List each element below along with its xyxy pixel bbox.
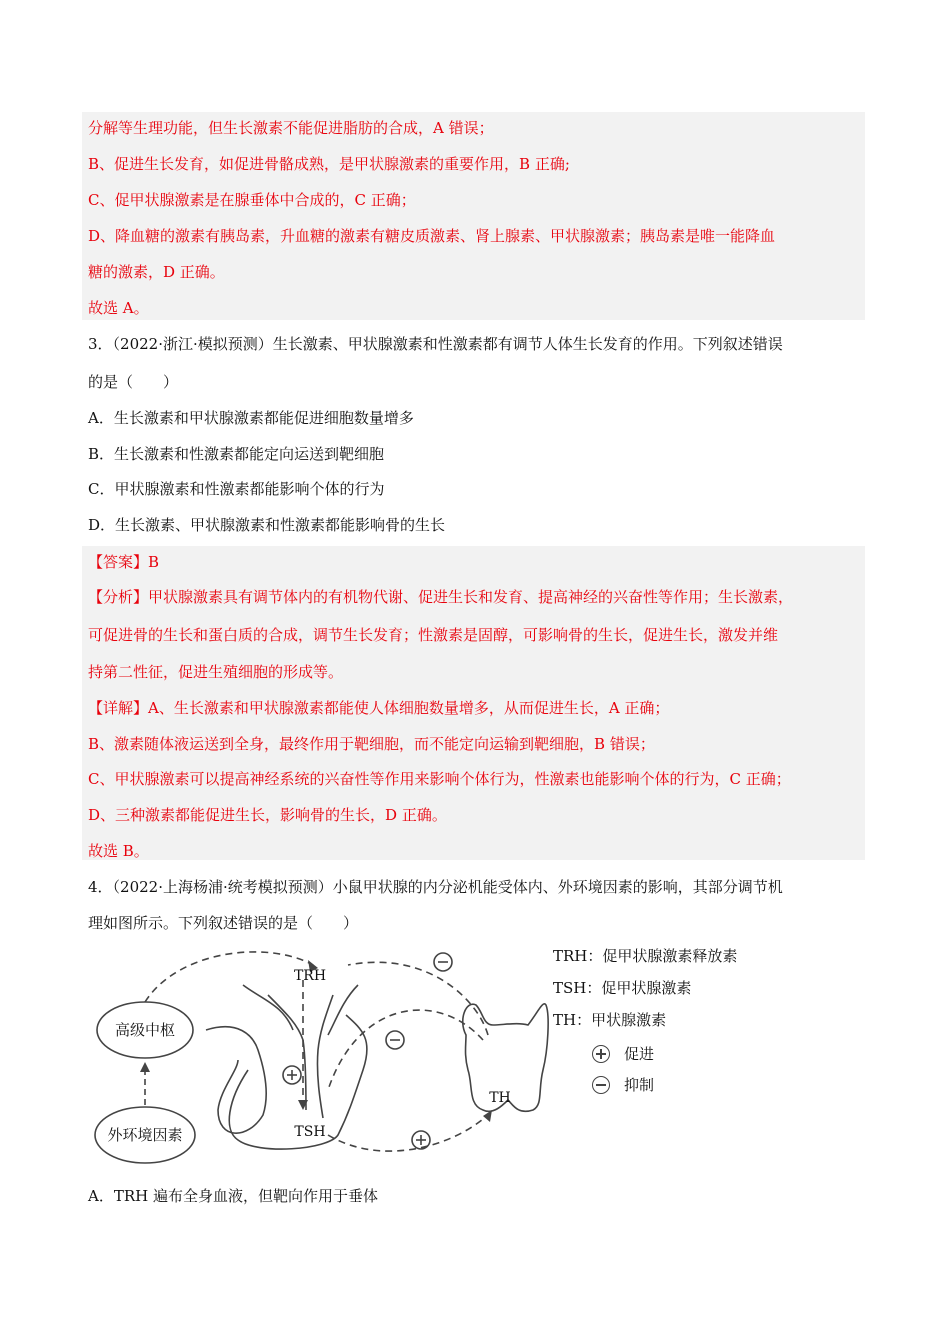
- tsh-to-thyroid-arrow: [328, 1115, 488, 1151]
- question-4-stem: 4．（2022·上海杨浦·统考模拟预测）小鼠甲状腺的内分泌机能受体内、外环境因素的影响，其部分调节机: [88, 878, 783, 896]
- higher-center-to-trh-arrow: [145, 952, 313, 1002]
- legend-promote: [592, 1043, 654, 1064]
- detail-line: C、甲状腺激素可以提高神经系统的兴奋性等作用来影响个体行为，性激素也能影响个体的行为，C 正确；: [88, 770, 791, 788]
- trh-label: TRH: [293, 968, 327, 984]
- option-c: C．甲状腺激素和性激素都能影响个体的行为: [88, 480, 385, 498]
- plus-circle-icon: [592, 1045, 610, 1063]
- answer-line: D、降血糖的激素有胰岛素，升血糖的激素有糖皮质激素、肾上腺素、甲状腺激素；胰岛素是唯一能降血: [88, 227, 776, 245]
- detail-line: 【详解】A、生长激素和甲状腺激素都能使人体细胞数量增多，从而促进生长，A 正确；: [88, 699, 670, 717]
- pituitary-stalk-right: [317, 995, 333, 1118]
- option-d: D．生长激素、甲状腺激素和性激素都能影响骨的生长: [88, 516, 446, 534]
- stalk-branch-left: [243, 985, 293, 1030]
- hypothalamus-outline: [206, 1027, 266, 1133]
- option-b: B．生长激素和性激素都能定向运送到靶细胞: [88, 445, 385, 463]
- question-4-stem-cont: 理如图所示。下列叙述错误的是（ ）: [88, 914, 359, 932]
- question-3-stem-cont: 的是（ ）: [88, 373, 179, 391]
- answer-label: 【答案】B: [88, 553, 160, 571]
- analysis-line: 【分析】甲状腺激素具有调节体内的有机物代谢、促进生长和发育、提高神经的兴奋性等作用；生长激素，: [88, 588, 794, 606]
- legend-promote-label: 促进: [624, 1045, 655, 1063]
- answer-line: 故选 A。: [88, 299, 149, 317]
- legend-th: TH：甲状腺激素: [553, 1011, 667, 1029]
- detail-line: B、激素随体液运送到全身，最终作用于靶细胞，而不能定向运输到靶细胞，B 错误；: [88, 735, 655, 753]
- detail-line: 故选 B。: [88, 842, 149, 860]
- arrowhead: [140, 1062, 150, 1072]
- tsh-label: TSH: [294, 1124, 326, 1140]
- answer-line: 糖的激素，D 正确。: [88, 263, 225, 281]
- answer-line: B、促进生长发育，如促进骨骼成熟，是甲状腺激素的重要作用，B 正确;: [88, 155, 570, 173]
- stalk-branch-right: [328, 985, 358, 1035]
- legend-inhibit: [592, 1074, 654, 1095]
- analysis-line: 可促进骨的生长和蛋白质的合成，调节生长发育；性激素是固醇，可影响骨的生长，促进生长，激发并维: [88, 626, 779, 644]
- legend-inhibit-label: 抑制: [624, 1076, 655, 1094]
- minus-circle-icon: [592, 1076, 610, 1094]
- q4-option-a: A．TRH 遍布全身血液，但靶向作用于垂体: [88, 1187, 378, 1205]
- higher-center-label: 高级中枢: [114, 1021, 176, 1039]
- legend-tsh: TSH：促甲状腺激素: [553, 979, 692, 997]
- analysis-line: 持第二性征，促进生殖细胞的形成等。: [88, 663, 344, 681]
- pituitary-stalk-left: [268, 995, 306, 1110]
- answer-box-q2: [82, 112, 865, 320]
- environment-label: 外环境因素: [107, 1126, 183, 1144]
- legend-trh: TRH：促甲状腺激素释放素: [553, 947, 738, 965]
- thyroid-regulation-diagram: [88, 940, 558, 1180]
- detail-line: D、三种激素都能促进生长，影响骨的生长，D 正确。: [88, 806, 447, 824]
- option-a: A．生长激素和甲状腺激素都能促进细胞数量增多: [88, 409, 414, 427]
- answer-line: C、促甲状腺激素是在腺垂体中合成的，C 正确；: [88, 191, 416, 209]
- th-feedback-trh-arrow: [348, 962, 488, 1035]
- th-label: TH: [489, 1090, 511, 1106]
- answer-line: 分解等生理功能，但生长激素不能促进脂肪的合成，A 错误；: [88, 119, 494, 137]
- th-feedback-tsh-arrow: [328, 1010, 483, 1090]
- question-3-stem: 3．（2022·浙江·模拟预测）生长激素、甲状腺激素和性激素都有调节人体生长发育的作用。下列叙述错误: [88, 335, 783, 353]
